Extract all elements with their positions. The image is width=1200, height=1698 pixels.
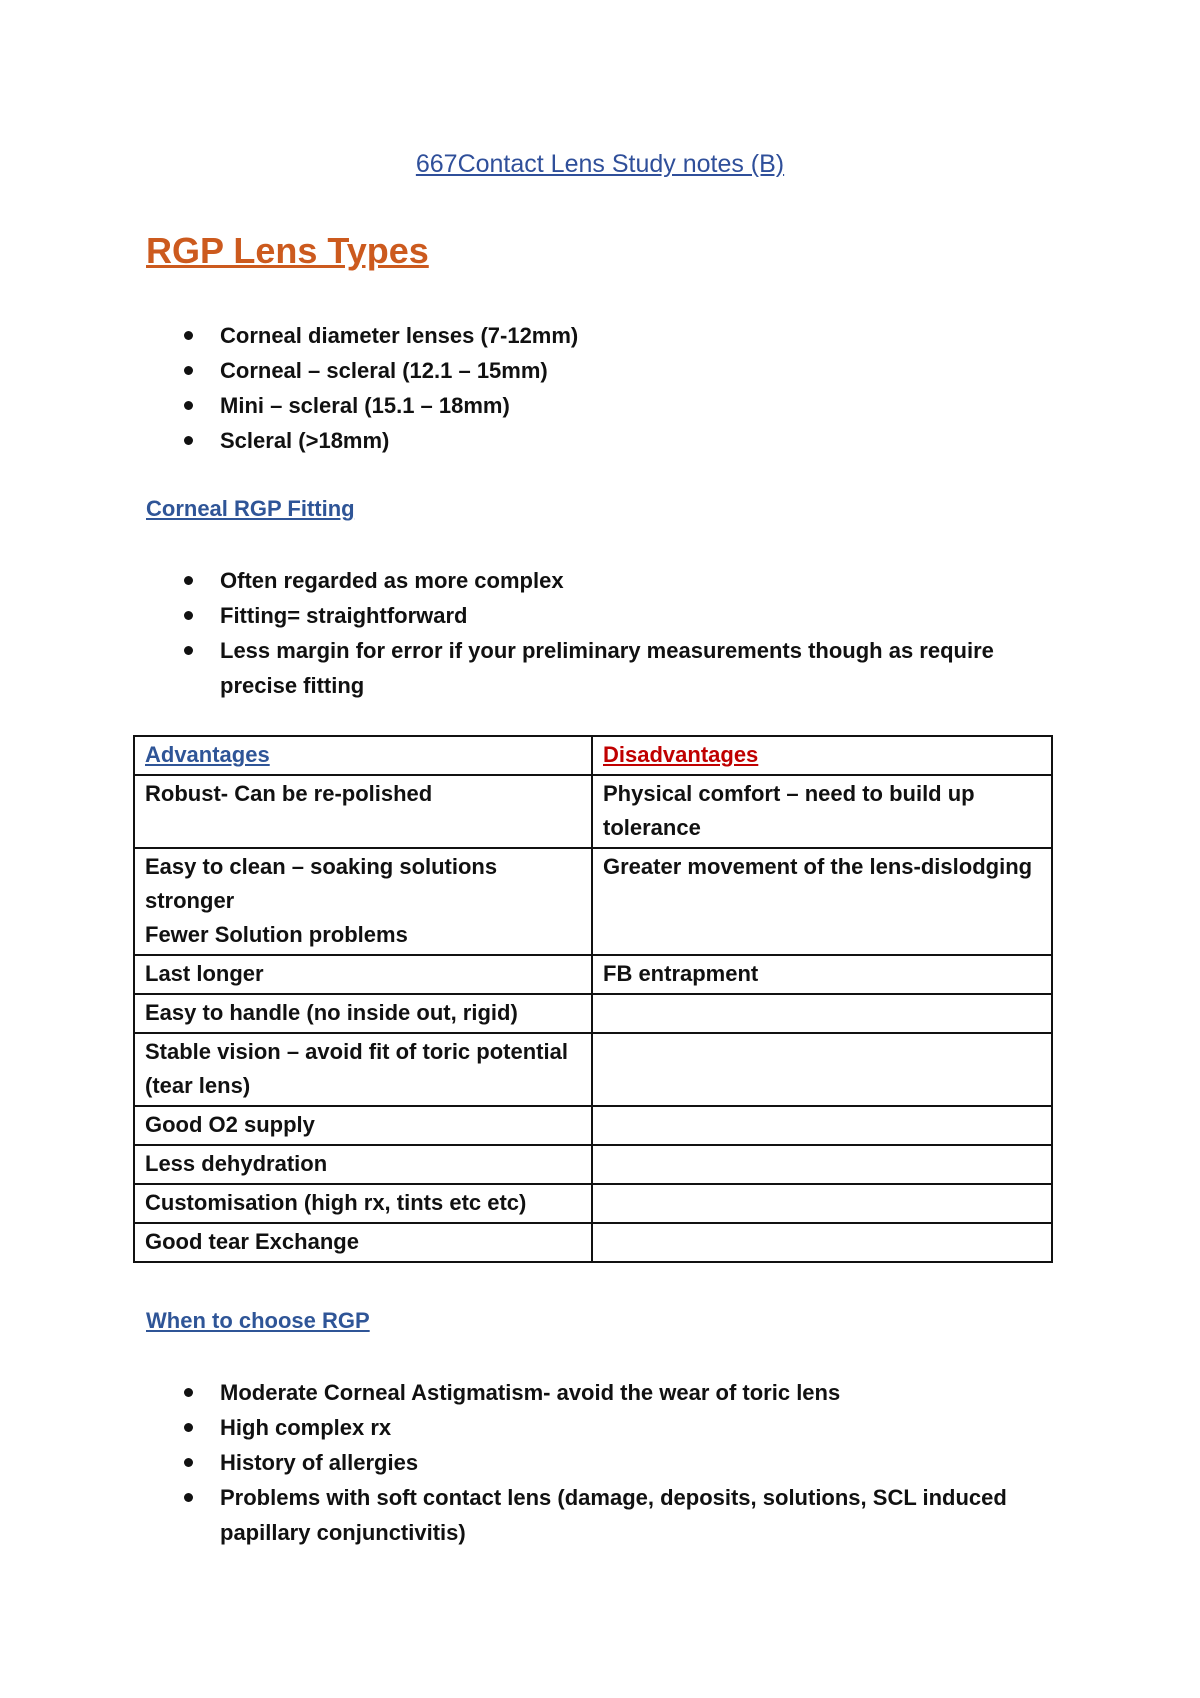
- cell-text: Last longer: [145, 961, 264, 986]
- advantage-cell: [134, 1184, 592, 1223]
- cell-text: Easy to handle (no inside out, rigid): [145, 1000, 518, 1025]
- disadvantage-cell: [592, 775, 1052, 848]
- subheading-corneal-rgp-fitting: Corneal RGP Fitting: [146, 496, 355, 521]
- bullet-icon: [184, 366, 193, 375]
- bullet-icon: [184, 1388, 193, 1397]
- disadvantage-cell: [592, 1145, 1052, 1184]
- cell-text: Easy to clean – soaking solutions stronger: [145, 854, 498, 913]
- bullet-icon: [184, 436, 193, 445]
- cell-text: Good O2 supply: [145, 1112, 315, 1137]
- advantage-cell: [134, 1106, 592, 1145]
- table-row: [134, 775, 1052, 848]
- cell-text: Less dehydration: [145, 1151, 328, 1176]
- bullet-icon: [184, 576, 193, 585]
- table-row: [134, 955, 1052, 994]
- table-row: [134, 848, 1052, 955]
- fitting-notes-list: [146, 563, 1026, 703]
- disadvantage-cell: [592, 1184, 1052, 1223]
- advantage-cell: [134, 1223, 592, 1262]
- disadvantage-cell: [592, 994, 1052, 1033]
- cell-text: Greater movement of the lens-dislodging: [603, 854, 1033, 879]
- cell-text: Good tear Exchange: [145, 1229, 359, 1254]
- disadvantage-cell: [592, 848, 1052, 955]
- list-item: [146, 1410, 1026, 1445]
- disadvantage-cell: [592, 1223, 1052, 1262]
- bullet-icon: [184, 1423, 193, 1432]
- cell-text: Physical comfort – need to build up tolerance: [603, 781, 975, 840]
- cell-text: Stable vision – avoid fit of toric potential (tear lens): [145, 1039, 568, 1098]
- list-item: [146, 563, 1026, 598]
- advantage-cell: [134, 994, 592, 1033]
- disadvantage-cell: [592, 1033, 1052, 1106]
- list-item: [146, 598, 1026, 633]
- section-heading-rgp-lens-types: RGP Lens Types: [146, 230, 429, 271]
- cell-text: Fewer Solution problems: [145, 922, 408, 947]
- disadvantage-cell: [592, 955, 1052, 994]
- list-item-text: Corneal diameter lenses (7-12mm): [220, 323, 579, 348]
- list-item: [146, 388, 1046, 423]
- bullet-icon: [184, 1493, 193, 1502]
- bullet-icon: [184, 1458, 193, 1467]
- cell-text: FB entrapment: [603, 961, 759, 986]
- list-item-text: High complex rx: [220, 1415, 392, 1440]
- list-item: [146, 1480, 1026, 1550]
- bullet-icon: [184, 611, 193, 620]
- list-item-text: Fitting= straightforward: [220, 603, 468, 628]
- list-item: [146, 1375, 1026, 1410]
- table-row: [134, 1033, 1052, 1106]
- table-row: [134, 1223, 1052, 1262]
- cell-text: Customisation (high rx, tints etc etc): [145, 1190, 527, 1215]
- list-item: [146, 633, 1026, 703]
- subheading-when-to-choose-rgp: When to choose RGP: [146, 1308, 370, 1333]
- list-item-text: Problems with soft contact lens (damage, deposits, solutions, SCL induced papillary conjunctivitis): [220, 1485, 1007, 1545]
- bullet-icon: [184, 331, 193, 340]
- list-item-text: Less margin for error if your preliminary measurements though as require precise fitting: [220, 638, 994, 698]
- list-item-text: Moderate Corneal Astigmatism- avoid the wear of toric lens: [220, 1380, 841, 1405]
- list-item-text: History of allergies: [220, 1450, 419, 1475]
- table-row: [134, 1106, 1052, 1145]
- cell-text: Robust- Can be re-polished: [145, 781, 433, 806]
- list-item-text: Scleral (>18mm): [220, 428, 390, 453]
- table-row: [134, 1184, 1052, 1223]
- bullet-icon: [184, 646, 193, 655]
- advantage-cell: [134, 1033, 592, 1106]
- disadvantage-cell: [592, 1106, 1052, 1145]
- table-row: [134, 1145, 1052, 1184]
- disadvantages-header: Disadvantages: [592, 736, 1052, 775]
- advantages-header: Advantages: [134, 736, 592, 775]
- advantage-cell: [134, 848, 592, 955]
- advantage-cell: [134, 955, 592, 994]
- list-item: [146, 1445, 1026, 1480]
- list-item-text: Mini – scleral (15.1 – 18mm): [220, 393, 510, 418]
- advantage-cell: [134, 1145, 592, 1184]
- table-header-row: [134, 736, 1052, 775]
- when-to-choose-list: [146, 1375, 1026, 1550]
- list-item-text: Often regarded as more complex: [220, 568, 564, 593]
- document-title: 667Contact Lens Study notes (B): [415, 150, 785, 178]
- list-item: [146, 353, 1046, 388]
- advantages-disadvantages-table: [133, 735, 1053, 1263]
- list-item: [146, 318, 1046, 353]
- advantage-cell: [134, 775, 592, 848]
- list-item-text: Corneal – scleral (12.1 – 15mm): [220, 358, 548, 383]
- bullet-icon: [184, 401, 193, 410]
- table-row: [134, 994, 1052, 1033]
- list-item: [146, 423, 1046, 458]
- lens-types-list: [146, 318, 1046, 458]
